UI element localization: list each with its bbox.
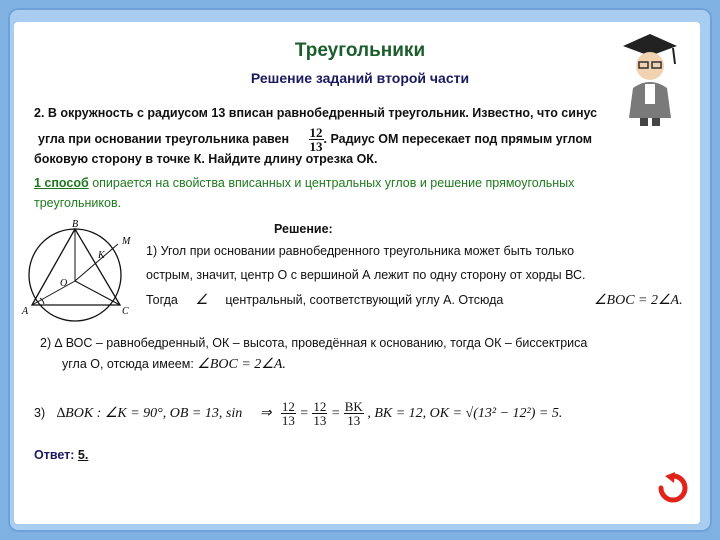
step1-line-3-rest: центральный, соответствующий углу А. Отсюда [225, 293, 504, 307]
method-line-1 [34, 176, 574, 190]
step3-arrow: ⇒ [259, 405, 272, 421]
step3-line [34, 400, 562, 427]
page-subtitle: Решение заданий второй части [250, 70, 470, 86]
step3-equals-1: = [299, 405, 309, 421]
step1-line-1: 1) Угол при основании равнобедренного треугольника может быть только [146, 244, 575, 258]
step3-part-2: , BK = 12, OK = √(13² − 12²) = 5. [367, 405, 563, 421]
professor-icon [605, 18, 695, 128]
step2-line-2 [62, 356, 286, 373]
step3-prefix: 3) [34, 405, 46, 420]
method-line-2: треугольников. [34, 196, 122, 210]
page-title: Треугольники [294, 40, 426, 61]
problem-line-2-start: угла при основании треугольника равен [38, 131, 290, 146]
answer-value: 5. [77, 448, 89, 462]
method-text-1: опирается на свойства вписанных и центральных углов и решение прямоугольных [88, 176, 575, 190]
label-A: A [22, 306, 29, 317]
label-K: K [98, 250, 105, 261]
label-B: B [72, 219, 79, 230]
method-label: 1 способ [34, 176, 89, 190]
step3-part-1: ∆BOK : ∠K = 90°, OB = 13, sin [56, 405, 243, 421]
step3-fraction-0: $\frac{12}{13}$ [281, 399, 295, 428]
answer-line [34, 448, 88, 462]
step3-fraction-1: $\frac{12}{13}$ [313, 399, 327, 428]
problem-line-2-end: . Радиус ОМ пересекает под прямым углом [323, 131, 593, 146]
problem-line-1: 2. В окружность с радиусом 13 вписан равнобедренный треугольник. Известно, что синус [34, 106, 598, 120]
step3-fraction-2: $\frac{BK}{13}$ [344, 399, 363, 428]
geometry-figure [18, 218, 146, 328]
return-arrow-icon[interactable] [655, 470, 691, 506]
label-O: O [60, 278, 68, 289]
step1-line-2: острым, значит, центр О с вершиной А лежит по одну сторону от хорды ВС. [146, 268, 586, 282]
problem-line-2 [38, 126, 592, 153]
step3-equals-2: = [330, 405, 341, 421]
step1-tогда: Тогда [146, 293, 178, 307]
step2-line-1: 2) ∆ ВОС – равнобедренный, ОК – высота, проведённая к основанию, тогда ОК – биссектриса [40, 336, 588, 350]
answer-label: Ответ: [34, 448, 75, 462]
solution-heading: Решение: [274, 222, 333, 236]
step1-line-3 [146, 292, 503, 309]
step2-text: угла О, отсюда имеем: [62, 357, 194, 371]
label-C: C [122, 306, 129, 317]
problem-fraction: $\frac{12}{13}$ [309, 125, 323, 154]
step2-formula: ∠BOC = 2∠A. [197, 357, 286, 372]
step1-angle-icon: ∠ [195, 293, 208, 308]
step1-formula: ∠BOC = 2∠A. [594, 293, 683, 308]
problem-line-3: боковую сторону в точке К. Найдите длину отрезка ОК. [34, 152, 378, 166]
label-M: M [122, 236, 131, 247]
